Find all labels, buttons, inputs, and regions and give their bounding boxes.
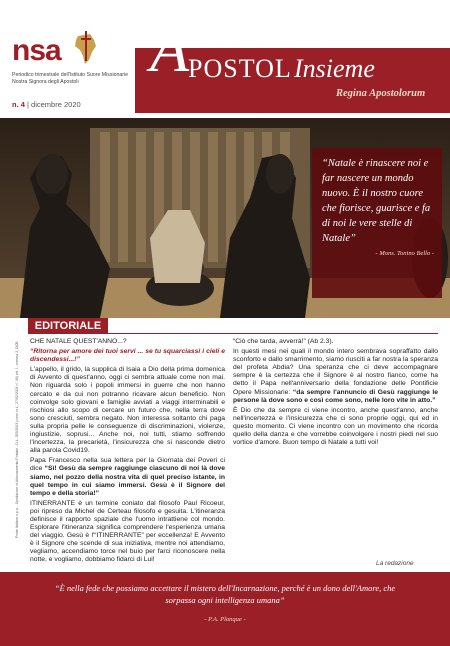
editorial-title: CHE NATALE QUEST'ANNO...?: [30, 338, 127, 345]
nsa-logo: [12, 30, 98, 70]
editorial-paragraph-6: È Dio che da sempre ci viene incontro, anche quest'anno, anche nell'incertezza e l'insicurezza che ci sono proprie oggi, qui ed in questo momento. Ci viene incontro con un movimento che ricorda quello della danza e che vorrebbe coinvolgere i nostri piedi nel suo vortice d'amore. Buon tempo di Natale a tutti voi!: [233, 406, 438, 447]
nativity-quote-author: - Mons. Tonino Bello -: [375, 250, 434, 257]
postal-note-text: Poste Italiane s.p.a. - Spedizione in Abbonamento Postale - D.L. 353/2003 (conv. in L. 27/02/2004 n° 46) art. 1, comma 2, DCB: [15, 341, 19, 538]
logo-text: nsa: [12, 34, 61, 67]
masthead-tagline: Regina Apostolorum: [336, 88, 426, 99]
paragraph-2-quote: “Sì! Gesù da sempre raggiunge ciascuno di noi là dove siamo, nel pozzo della nostra vita di quel preciso istante, in quel tempo in cui siamo immersi. Gesù è il Signore del tempo e della storia!”: [30, 465, 226, 497]
editorial-rule: [108, 333, 438, 334]
quote-box: [312, 148, 442, 298]
masthead-title-part1: POSTOL: [188, 54, 292, 83]
masthead-initial: A: [150, 14, 190, 85]
editorial-signature: La redazione: [376, 560, 414, 567]
editorial-paragraph-1: L'appello, il grido, la supplica di Isaia a Dio della prima domenica di Avvento di quest'anno, oggi ci sembra attuale come non mai. Non riguarda solo i popoli immersi in guerre che non hanno cercato e da cui non potranno ricavare alcun beneficio. Non coinvolge solo giovani e famiglie avviati a viaggi interminabili e rischiosi allo scopo di cercare un futuro che, nella terra dove sono cresciuti, sembra negato. Non interessa soltanto chi paga sulla propria pelle le conseguenze di discriminazioni, violenze, ingiustizie, soprusi... Anche noi, noi tutti, stiamo soffrendo l'incertezza, la precarietà, l'insicurezza che si nasconde dietro alla parola Covid19.: [30, 366, 225, 455]
editorial-paragraph-2: [30, 457, 225, 497]
paragraph-2-lead: Papa Francesco nella sua lettera per la Giornata dei Poveri ci dice: [30, 457, 225, 473]
footer-quote: “È nella fede che possiamo accettare il mistero dell'Incarnazione, perché è un dono dell'Amore, che sorpassa ogni intelligenza umana”: [54, 583, 396, 605]
nativity-quote: “Natale è rinascere noi e far nascere un mondo nuovo. È il nostro cuore che fiorisce, guarisce e fa di noi le vere stelle di Natale”: [322, 158, 431, 244]
editorial-paragraph-5: [233, 348, 438, 405]
masthead-header: [0, 0, 450, 118]
editorial-section-label: EDITORIALE: [28, 318, 108, 334]
postal-note: [13, 340, 23, 540]
publication-subline: Periodico trimestrale dell'Istituto Suore Missionarie Nostra Signora degli Apostoli: [12, 72, 129, 85]
paragraph-5-quote: “da sempre l'annuncio di Gesù raggiunge le persone là dove sono e così come sono, nelle loro vite in atto.”: [233, 388, 438, 404]
paragraph-5-lead: In questi mesi nei quali il mondo intero sembrava sopraffatto dallo sconforto e dallo smarrimento, siamo riusciti a far nostra la speranza del profeta Abdia? Una speranza che ci deve accompagnare sempre è la certezza che il Signore è al nostro fianco, come ha detto il Papa nell'anniversario della fondazione delle Pontificie Opere Missionarie:: [233, 348, 438, 396]
issue-date: | dicembre 2020: [27, 100, 81, 109]
footer-band: [0, 572, 450, 646]
africa-cross-icon: [72, 30, 98, 66]
editorial-paragraph-4: “Ciò che tarda, avverrà!” (Ab 2.3).: [233, 338, 334, 345]
footer-quote-author: - P.A. Planque -: [204, 616, 246, 623]
nativity-photo: [0, 118, 450, 318]
issue-info: [12, 100, 81, 109]
editorial-paragraph-3: ITINERRANTE è un termine coniato dal filosofo Paul Ricoeur, poi ripreso da Michel de Certeau filosofo e gesuita. L'itineranza definisce il rapporto spaziale che l'uomo intrattiene col mondo. Esplorare l'itineranza significa comprendere l'esperienza umana del viaggio. Gesù è l'“ITINERRANTE” per eccellenza! E Avvento è il Signore che scende di sua iniziativa, mentre noi attendiamo, vegliamo, accendiamo torce nel buio per farci riconoscere nella notte, e vogliamo, dobbiamo fidarci di Lui!: [30, 499, 225, 564]
editorial-column-left: [30, 338, 225, 567]
editorial-opening-quote: “Ritorna per amore dei tuoi servi ... se tu squarciassi i cieli e discendessi...!”: [30, 348, 225, 364]
masthead-title-part2: Insieme: [294, 54, 375, 83]
issue-number: n. 4: [12, 100, 25, 109]
editorial-column-right: [233, 338, 438, 449]
